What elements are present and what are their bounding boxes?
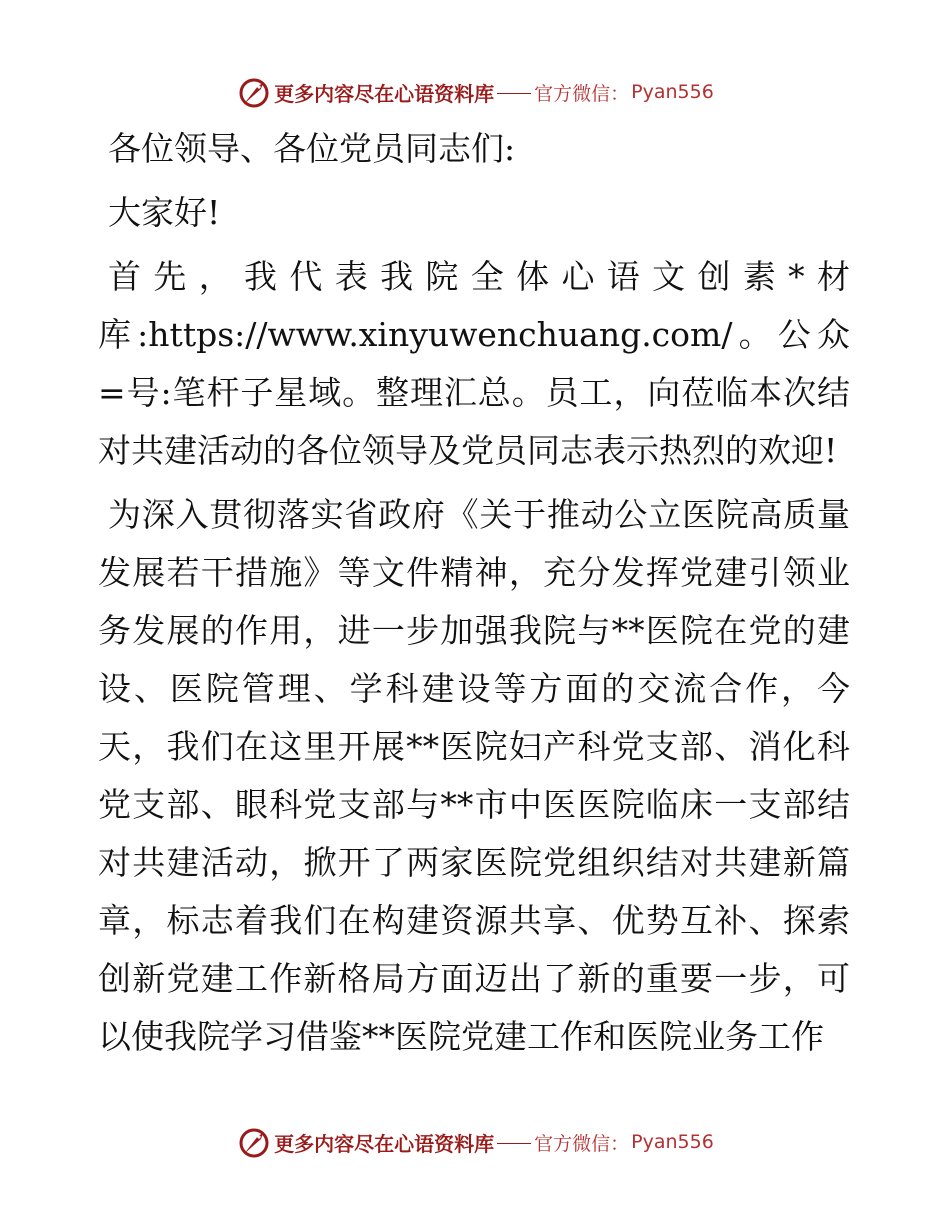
watermark-dash — [497, 1143, 531, 1144]
watermark-wechat-label: 官方微信： — [534, 1132, 630, 1155]
watermark-brand: 更多内容尽在心语资料库 — [274, 1131, 495, 1156]
header-watermark — [0, 72, 950, 112]
paragraph-purpose: 为深入贯彻落实省政府《关于推动公立医院高质量发展若干措施》等文件精神，充分发挥党建引领业务发展的作用，进一步加强我院与**医院在党的建设、医院管理、学科建设等方面的交流合作，今天，我们在这里开展**医院妇产科党支部、消化科党支部、眼科党支部与**市中医医院临床一支部结对共建活动，掀开了两家医院党组织结对共建新篇章，标志着我们在构建资源共享、优势互补、探索创新党建工作新格局方面迈出了新的重要一步，可以使我院学习借鉴**医院党建工作和医院业务工作 — [98, 495, 850, 1056]
watermark-wechat-label: 官方微信： — [534, 82, 630, 105]
salutation: 各位领导、各位党员同志们: — [108, 129, 516, 168]
pen-nib-circle-icon — [236, 1124, 272, 1160]
greeting-line: 大家好! — [108, 193, 221, 232]
footer-watermark — [0, 1122, 950, 1162]
document-body — [98, 120, 850, 1066]
paragraph-welcome: 首先，我代表我院全体心语文创素*材库:https://www.xinyuwenchuang.com/。公众=号:笔杆子星域。整理汇总。员工，向莅临本次结对共建活动的各位领导及党员同志表示热烈的欢迎! — [98, 257, 850, 470]
watermark-wechat-id: Pyan556 — [631, 81, 714, 103]
watermark-brand: 更多内容尽在心语资料库 — [274, 81, 495, 106]
pen-nib-circle-icon — [236, 74, 272, 110]
watermark-wechat-id: Pyan556 — [631, 1131, 714, 1153]
watermark-dash — [497, 93, 531, 94]
